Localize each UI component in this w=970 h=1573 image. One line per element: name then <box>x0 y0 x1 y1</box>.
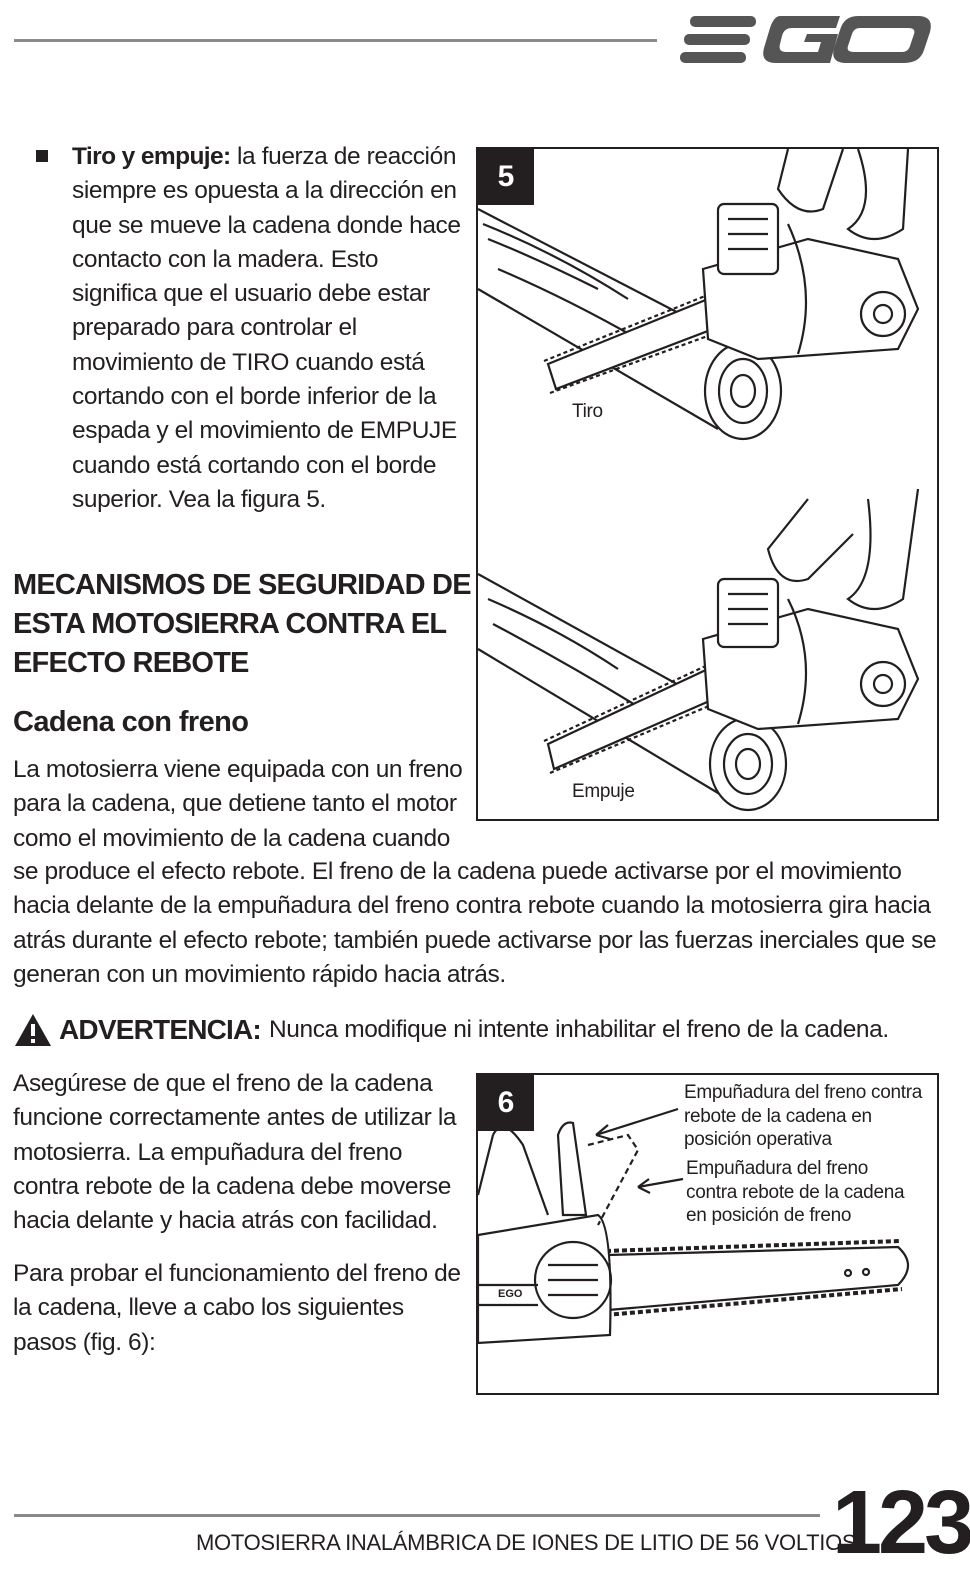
label-brake-position <box>686 1157 904 1228</box>
label-brake-line-2: contra rebote de la cadena <box>686 1181 905 1203</box>
label-push: Empuje <box>572 781 635 802</box>
paragraph-chain-brake-start: La motosierra viene equipada con un freno para la cadena, que detiene tanto el motor como el movimiento de la cadena cuando <box>13 756 463 852</box>
figure-6 <box>476 1073 939 1395</box>
footer-rule <box>14 1514 820 1517</box>
warning-icon <box>13 1012 53 1048</box>
warning-label: ADVERTENCIA: <box>59 1014 261 1045</box>
warning-line <box>13 1008 943 1052</box>
header-rule <box>14 39 657 42</box>
ego-logo <box>680 10 940 70</box>
section-heading: MECANISMOS DE SEGURIDAD DE ESTA MOTOSIERRA CONTRA EL EFECTO REBOTE <box>13 569 471 679</box>
paragraph-check-brake: Asegúrese de que el freno de la cadena funcione correctamente antes de utilizar la motosierra. La empuñadura del freno contra rebote de la cadena debe moverse hacia delante y hacia atrás con facilidad. <box>13 1070 457 1235</box>
bullet-marker <box>36 150 48 162</box>
bullet-lead: Tiro y empuje: <box>72 143 231 170</box>
label-operative-position <box>684 1081 922 1152</box>
label-brake-line-1: Empuñadura del freno <box>686 1158 869 1179</box>
subheading: Cadena con freno <box>13 706 249 738</box>
paragraph-test-steps: Para probar el funcionamiento del freno de la cadena, lleve a cabo los siguientes pasos (fig. 6): <box>13 1260 461 1356</box>
warning-text: Nunca modifique ni intente inhabilitar el freno de la cadena. <box>268 1016 889 1043</box>
label-operative-line-2: rebote de la cadena en <box>684 1105 872 1127</box>
figure-5-illustration <box>478 149 937 819</box>
footer-title: MOTOSIERRA INALÁMBRICA DE IONES DE LITIO DE 56 VOLTIOS <box>196 1530 857 1555</box>
bullet-text: la fuerza de reacción siempre es opuesta a la dirección en que se mueve la cadena donde hace contacto con la madera. Esto significa que el usuario debe estar preparado para controlar el movimiento de TIRO cuando está cortando con el borde inferior de la espada y el movimiento de EMPUJE cuando está cortando con el borde superior. Vea la figura 5. <box>72 143 461 513</box>
label-pull: Tiro <box>572 401 603 422</box>
label-operative-line-3: posición operativa <box>684 1129 832 1150</box>
svg-text:EGO: EGO <box>498 1288 523 1300</box>
label-brake-line-3: en posición de freno <box>686 1205 852 1226</box>
figure-6-number: 6 <box>478 1075 534 1131</box>
figure-5 <box>476 147 939 821</box>
paragraph-chain-brake-end: se produce el efecto rebote. El freno de la cadena puede activarse por el movimiento hacia delante de la empuñadura del freno contra rebote cuando la motosierra gira hacia atrás durante el efecto rebote; también puede activarse por las fuerzas inerciales que se generan con un movimiento rápido hacia atrás. <box>13 858 937 988</box>
label-operative-line-1: Empuñadura del freno contra <box>684 1082 923 1103</box>
page-number: 123 <box>832 1473 970 1573</box>
figure-5-number: 5 <box>478 149 534 205</box>
bullet-paragraph <box>72 140 467 517</box>
